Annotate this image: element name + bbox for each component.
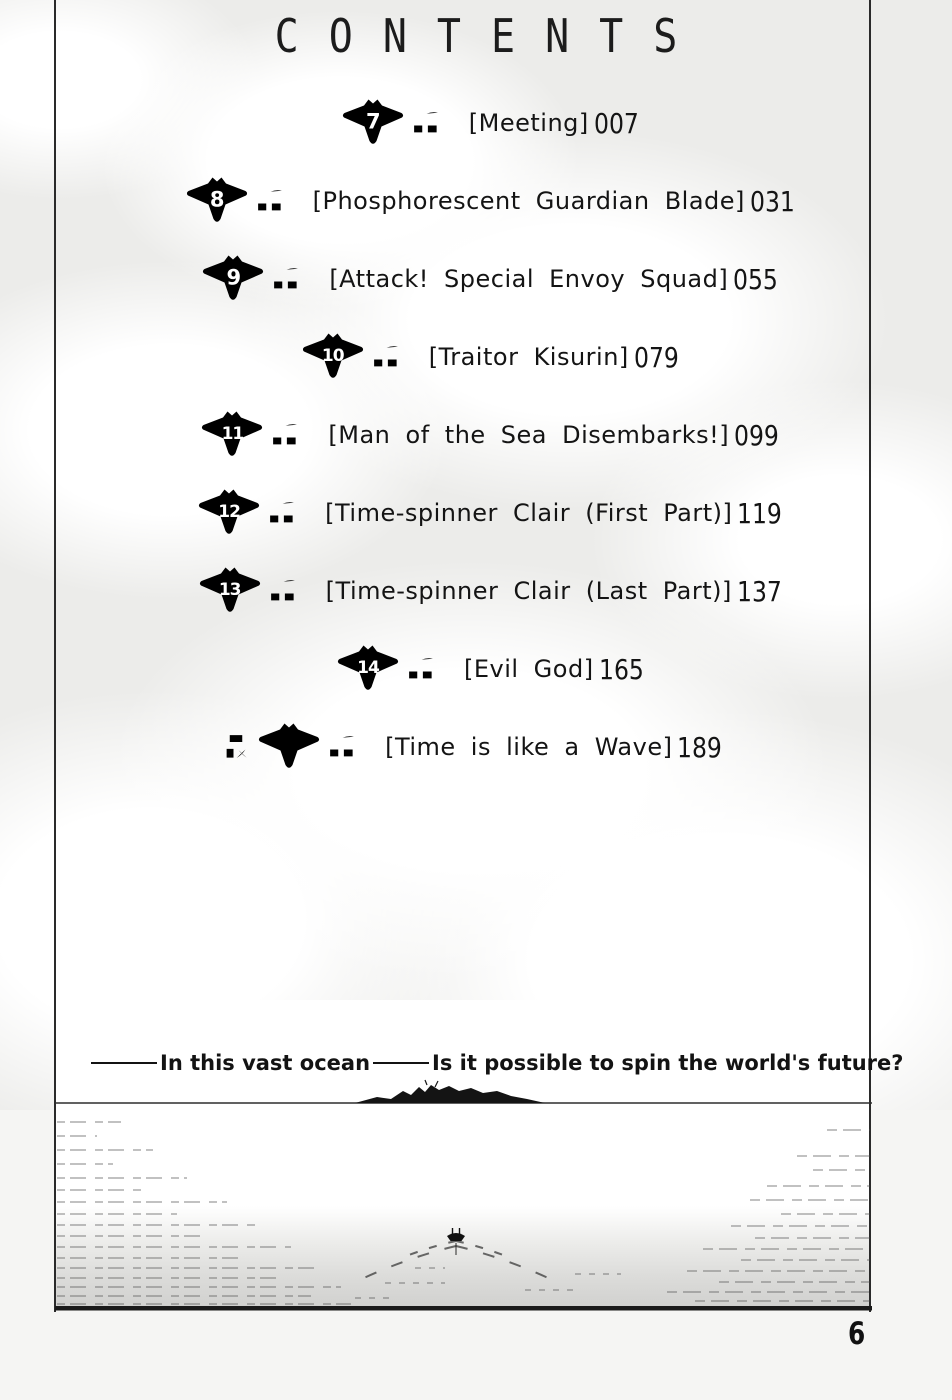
tagline-dash: [373, 1062, 429, 1064]
island-illustration: [355, 1080, 545, 1103]
chapter-badge: [341, 99, 405, 147]
chapter-number: 11: [221, 423, 244, 444]
chapter-page-number: 165: [598, 652, 644, 686]
chapter-number: 12: [218, 501, 240, 522]
ocean-illustration: [55, 1078, 872, 1312]
chapter-title: [Evil God]: [463, 655, 594, 683]
kanji-dai-icon: [305, 108, 335, 138]
chapter-page-number: 137: [736, 574, 782, 608]
kanji-sai-icon: [221, 732, 251, 762]
chapter-row-10[interactable]: [265, 332, 688, 382]
chapter-row-14[interactable]: [300, 644, 652, 694]
chapter-row-8[interactable]: [149, 176, 804, 226]
chapter-page-number: 007: [593, 106, 639, 140]
kanji-wa-icon: [268, 576, 298, 606]
kanji-dai-icon: [149, 186, 179, 216]
folio-page-number: 6: [848, 1316, 866, 1352]
kanji-wa-icon: [371, 342, 401, 372]
chapter-number: 7: [365, 109, 380, 134]
kanji-wa-icon: [255, 186, 285, 216]
kanji-dai-icon: [162, 576, 192, 606]
chapter-row-7[interactable]: [305, 98, 647, 148]
kanji-dai-icon: [300, 654, 330, 684]
kanji-shuu-icon: [280, 736, 299, 755]
tagline-part1: In this vast ocean: [160, 1051, 371, 1075]
chapter-number: 10: [321, 345, 344, 366]
chapter-title: [Meeting]: [468, 109, 589, 137]
chapter-row-final[interactable]: [221, 722, 731, 772]
kanji-wa-icon: [267, 498, 297, 528]
chapter-page-number: 031: [749, 184, 795, 218]
chapter-title: [Traitor Kisurin]: [428, 343, 629, 371]
kanji-dai-icon: [164, 420, 194, 450]
page-title: CONTENTS: [274, 10, 708, 64]
chapter-row-13[interactable]: [162, 566, 791, 616]
chapter-page-number: 055: [733, 262, 779, 296]
kanji-dai-icon: [165, 264, 195, 294]
chapter-number: 8: [209, 187, 224, 212]
kanji-wa-icon: [406, 654, 436, 684]
chapter-list: [0, 98, 952, 772]
chapter-title: [Time-spinner Clair (Last Part)]: [325, 577, 732, 605]
chapter-number: 13: [218, 579, 241, 600]
chapter-title: [Time-spinner Clair (First Part)]: [325, 499, 733, 527]
chapter-page-number: 189: [677, 730, 723, 764]
kanji-dai-icon: [265, 342, 295, 372]
chapter-badge: [197, 489, 261, 537]
kanji-wa-icon: [271, 264, 301, 294]
chapter-title: [Time is like a Wave]: [385, 733, 673, 761]
tagline: [88, 1051, 903, 1075]
tagline-part2: Is it possible to spin the world's future?: [432, 1051, 904, 1075]
kanji-wa-icon: [327, 732, 357, 762]
chapter-page-number: 119: [737, 496, 783, 530]
chapter-page-number: 079: [633, 340, 679, 374]
chapter-title: [Phosphorescent Guardian Blade]: [312, 187, 745, 215]
chapter-badge: [200, 411, 264, 459]
chapter-badge: [201, 255, 265, 303]
kanji-wa-icon: [411, 108, 441, 138]
chapter-title: [Attack! Special Envoy Squad]: [329, 265, 729, 293]
chapter-badge: [257, 723, 321, 771]
chapter-row-12[interactable]: [161, 488, 791, 538]
chapter-number: 14: [357, 657, 379, 678]
kanji-dai-icon: [161, 498, 191, 528]
chapter-badge: [336, 645, 400, 693]
chapter-number: 9: [226, 265, 241, 290]
chapter-page-number: 099: [734, 418, 780, 452]
chapter-badge: [185, 177, 249, 225]
tagline-dash: [91, 1062, 157, 1064]
chapter-row-11[interactable]: [164, 410, 787, 460]
chapter-badge: [301, 333, 365, 381]
chapter-title: [Man of the Sea Disembarks!]: [328, 421, 730, 449]
chapter-badge: [198, 567, 262, 615]
kanji-wa-icon: [270, 420, 300, 450]
chapter-row-9[interactable]: [165, 254, 786, 304]
